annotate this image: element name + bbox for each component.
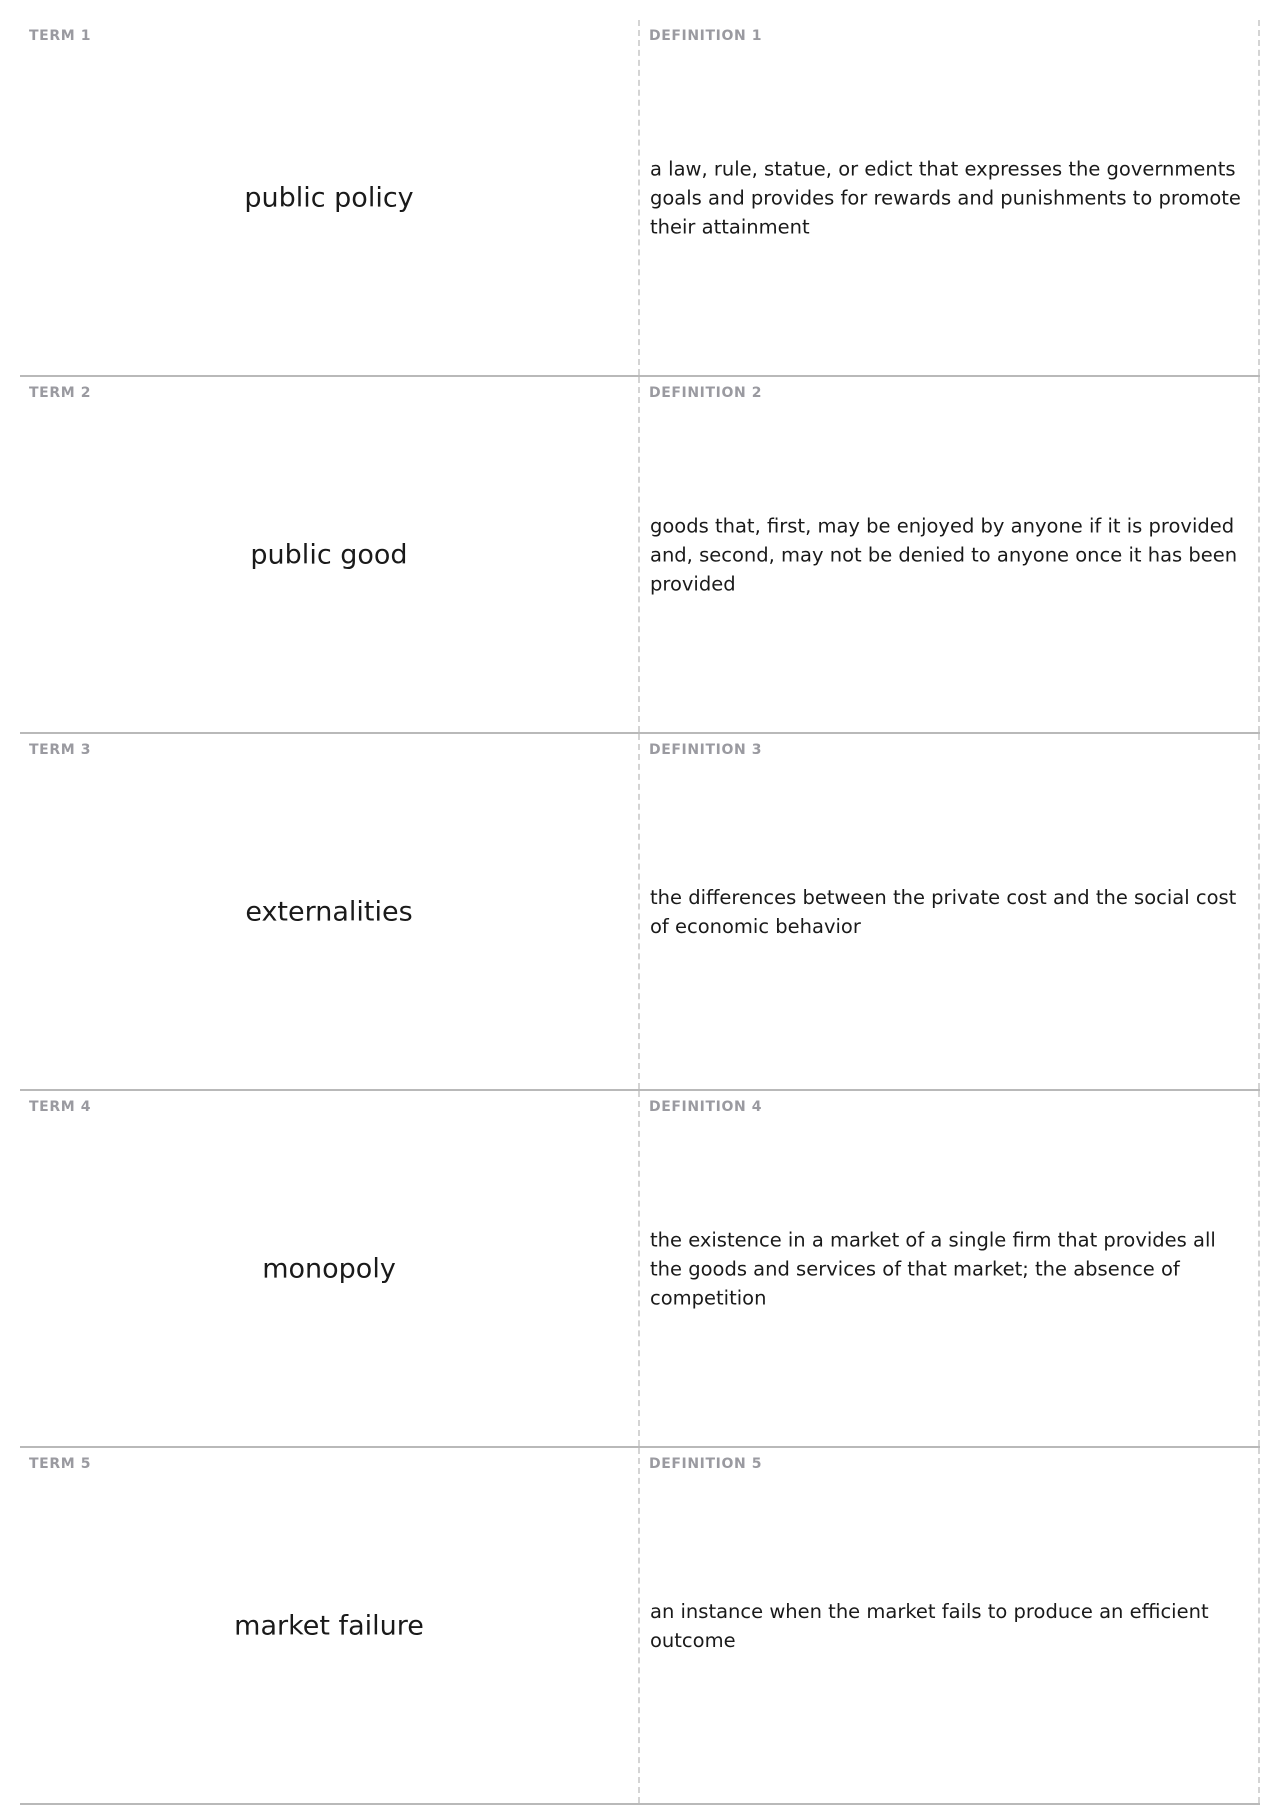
definition-cell <box>640 20 1260 375</box>
term-label: TERM 1 <box>29 28 92 44</box>
definition-text: an instance when the market fails to produce an efficient outcome <box>650 1599 1209 1652</box>
flashcard-sheet <box>20 20 1260 1798</box>
definition-label: DEFINITION 3 <box>649 742 763 758</box>
term-cell <box>20 20 640 375</box>
term-label: TERM 3 <box>29 742 92 758</box>
term-text: externalities <box>245 896 413 927</box>
definition-cell <box>640 734 1260 1089</box>
definition-cell <box>640 1448 1260 1803</box>
term-text: public policy <box>244 182 414 213</box>
term-cell <box>20 1448 640 1803</box>
term-text: monopoly <box>262 1253 396 1284</box>
term-label: TERM 2 <box>29 385 92 401</box>
term-cell <box>20 1091 640 1446</box>
definition-label: DEFINITION 5 <box>649 1456 763 1472</box>
definition-cell <box>640 1091 1260 1446</box>
definition-label: DEFINITION 2 <box>649 385 763 401</box>
definition-label: DEFINITION 4 <box>649 1099 763 1115</box>
definition-text: goods that, first, may be enjoyed by anyone if it is provided and, second, may not be denied to anyone once it has been provided <box>650 514 1238 595</box>
flashcard-row <box>20 20 1260 377</box>
term-label: TERM 4 <box>29 1099 92 1115</box>
term-cell <box>20 734 640 1089</box>
definition-cell <box>640 377 1260 732</box>
flashcard-row <box>20 377 1260 734</box>
term-text: market failure <box>234 1610 424 1641</box>
term-text: public good <box>250 539 408 570</box>
flashcard-row <box>20 1448 1260 1805</box>
term-cell <box>20 377 640 732</box>
definition-text: the differences between the private cost and the social cost of economic behavior <box>650 885 1237 938</box>
definition-text: the existence in a market of a single firm that provides all the goods and services of that market; the absence of competition <box>650 1228 1216 1309</box>
definition-text: a law, rule, statue, or edict that expresses the governments goals and provides for rewards and punishments to promote their attainment <box>650 157 1241 238</box>
term-label: TERM 5 <box>29 1456 92 1472</box>
definition-label: DEFINITION 1 <box>649 28 763 44</box>
flashcard-row <box>20 734 1260 1091</box>
flashcard-row <box>20 1091 1260 1448</box>
